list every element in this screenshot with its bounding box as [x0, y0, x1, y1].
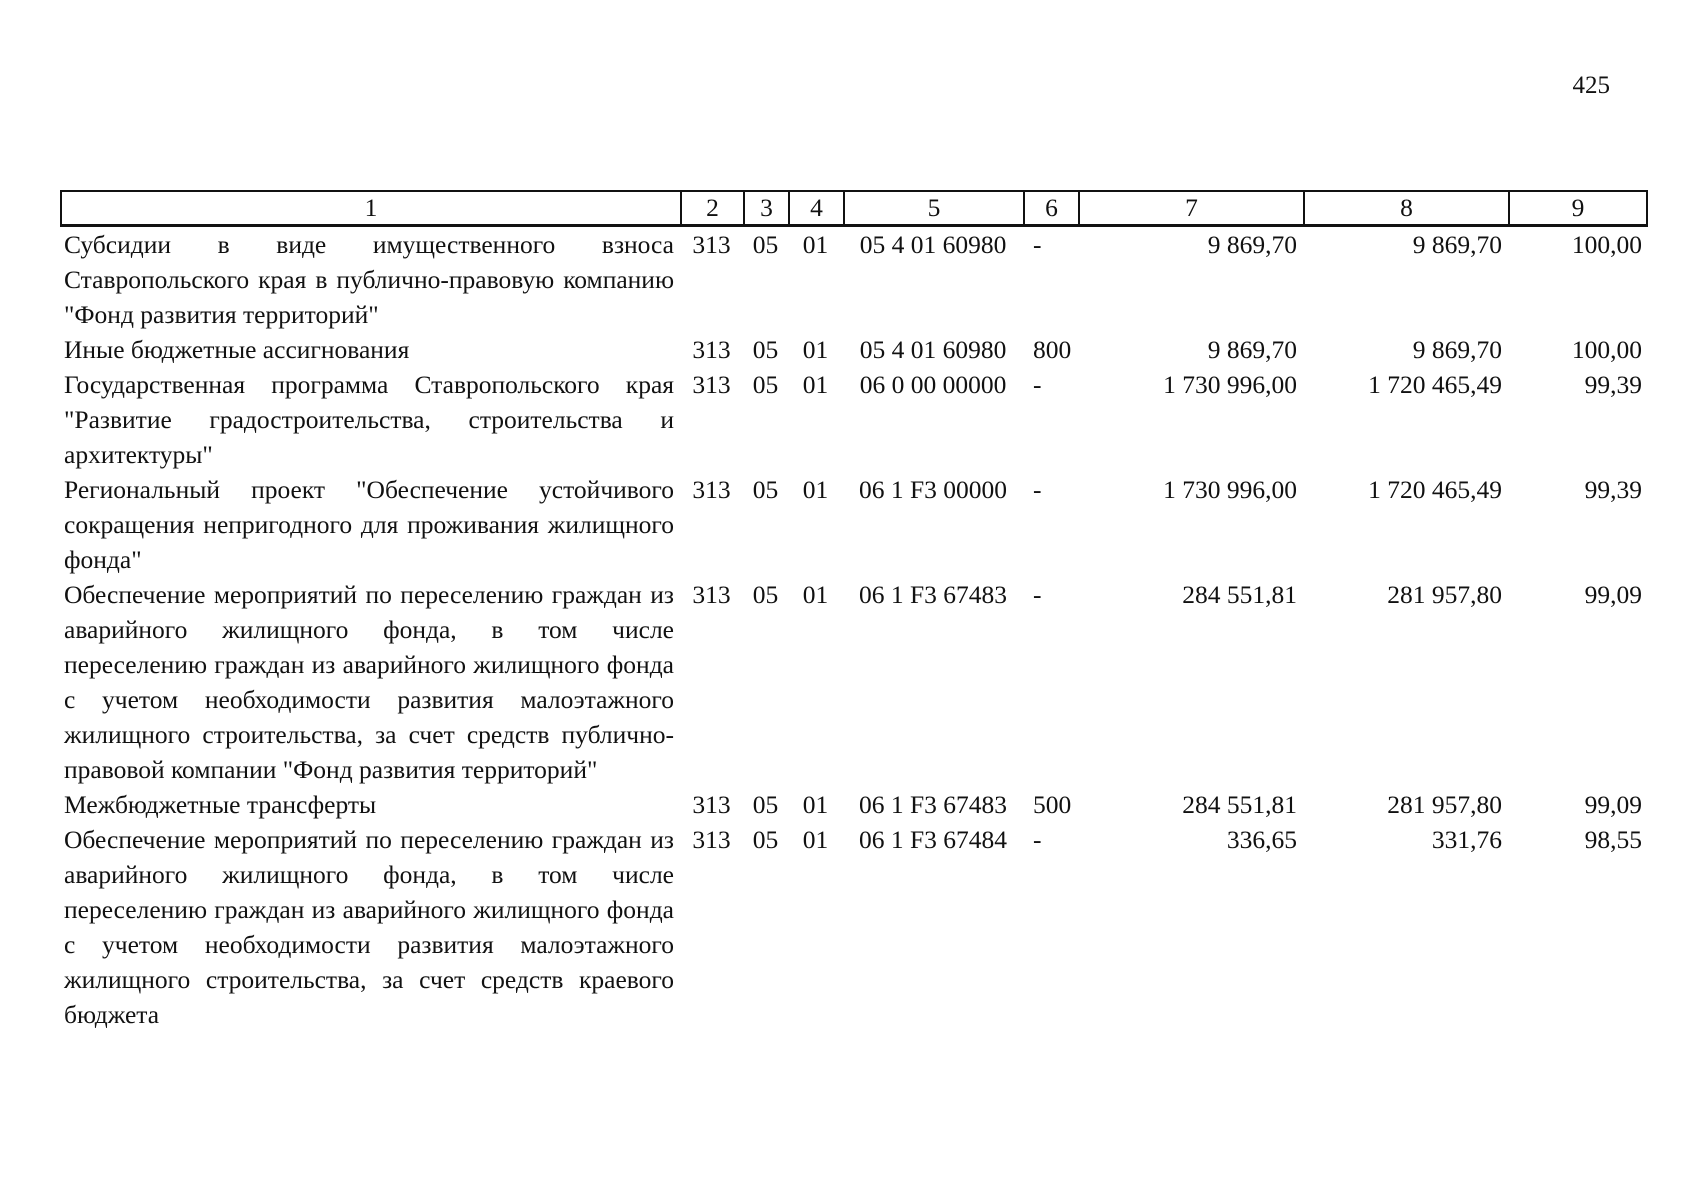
row-pct: 98,55	[1584, 825, 1642, 854]
row-rz: 05	[752, 475, 779, 504]
column-header: 2	[680, 190, 743, 227]
row-grbs: 313	[692, 370, 731, 399]
column-header: 6	[1023, 190, 1078, 227]
row-grbs: 313	[692, 230, 731, 259]
header-row	[60, 190, 1648, 227]
row-name: Иные бюджетные ассигнования	[64, 335, 410, 364]
row-vr: 500	[1033, 790, 1072, 819]
row-pct: 100,00	[1571, 335, 1642, 364]
row-fact: 281 957,80	[1387, 580, 1502, 609]
row-plan: 1 730 996,00	[1163, 475, 1297, 504]
row-fact: 1 720 465,49	[1368, 370, 1502, 399]
row-plan: 284 551,81	[1182, 580, 1297, 609]
table-row	[60, 472, 1648, 577]
row-csr: 05 4 01 60980	[859, 230, 1007, 259]
row-name: Обеспечение мероприятий по переселению граждан из аварийного жилищного фонда, в том числе переселению граждан из аварийного жилищного фонда с учетом необходимости развития малоэтажного жилищного строительства, за счет средств краевого бюджета	[64, 825, 674, 1029]
row-csr: 06 1 F3 67483	[858, 790, 1008, 819]
column-header: 7	[1078, 190, 1303, 227]
row-pr: 01	[802, 335, 829, 364]
row-grbs: 313	[692, 475, 731, 504]
column-header: 1	[60, 190, 680, 227]
row-pr: 01	[802, 825, 829, 854]
row-fact: 281 957,80	[1387, 790, 1502, 819]
row-pct: 100,00	[1571, 230, 1642, 259]
row-rz: 05	[752, 335, 779, 364]
column-header: 8	[1303, 190, 1508, 227]
row-plan: 9 869,70	[1207, 230, 1297, 259]
row-rz: 05	[752, 790, 779, 819]
row-grbs: 313	[692, 335, 731, 364]
row-csr: 06 0 00 00000	[859, 370, 1007, 399]
row-rz: 05	[752, 580, 779, 609]
row-rz: 05	[752, 370, 779, 399]
row-pct: 99,39	[1584, 370, 1642, 399]
row-fact: 331,76	[1431, 825, 1502, 854]
table-row	[60, 577, 1648, 787]
table-row	[60, 367, 1648, 472]
row-csr: 06 1 F3 67483	[858, 580, 1008, 609]
column-header: 5	[843, 190, 1023, 227]
row-name: Региональный проект "Обеспечение устойчивого сокращения непригодного для проживания жилищного фонда"	[64, 475, 674, 574]
row-vr: -	[1033, 825, 1042, 854]
row-plan: 9 869,70	[1207, 335, 1297, 364]
page-number: 425	[1572, 72, 1610, 99]
row-fact: 9 869,70	[1412, 230, 1502, 259]
row-vr: 800	[1033, 335, 1072, 364]
budget-table	[60, 190, 1648, 1032]
row-vr: -	[1033, 580, 1042, 609]
row-fact: 1 720 465,49	[1368, 475, 1502, 504]
row-grbs: 313	[692, 825, 731, 854]
row-name: Субсидии в виде имущественного взноса Ставропольского края в публично-правовую компанию "Фонд развития территорий"	[64, 230, 674, 329]
row-rz: 05	[752, 825, 779, 854]
row-csr: 05 4 01 60980	[859, 335, 1007, 364]
table-row	[60, 227, 1648, 332]
table-row	[60, 822, 1648, 1032]
row-plan: 1 730 996,00	[1163, 370, 1297, 399]
row-rz: 05	[752, 230, 779, 259]
row-pr: 01	[802, 370, 829, 399]
row-pct: 99,09	[1584, 580, 1642, 609]
row-pct: 99,39	[1584, 475, 1642, 504]
column-header: 3	[743, 190, 788, 227]
row-pct: 99,09	[1584, 790, 1642, 819]
row-name: Государственная программа Ставропольского края "Развитие градостроительства, строительства и архитектуры"	[64, 370, 674, 469]
row-grbs: 313	[692, 790, 731, 819]
column-header: 4	[788, 190, 843, 227]
row-plan: 284 551,81	[1182, 790, 1297, 819]
row-fact: 9 869,70	[1412, 335, 1502, 364]
row-pr: 01	[802, 580, 829, 609]
row-vr: -	[1033, 370, 1042, 399]
row-name: Обеспечение мероприятий по переселению граждан из аварийного жилищного фонда, в том числе переселению граждан из аварийного жилищного фонда с учетом необходимости развития малоэтажного жилищного строительства, за счет средств публично-правовой компании "Фонд развития территорий"	[64, 580, 674, 784]
row-vr: -	[1033, 475, 1042, 504]
table-row	[60, 787, 1648, 822]
table-row	[60, 332, 1648, 367]
row-csr: 06 1 F3 00000	[858, 475, 1008, 504]
row-pr: 01	[802, 230, 829, 259]
row-pr: 01	[802, 475, 829, 504]
row-name: Межбюджетные трансферты	[64, 790, 377, 819]
row-csr: 06 1 F3 67484	[858, 825, 1008, 854]
row-pr: 01	[802, 790, 829, 819]
column-header: 9	[1508, 190, 1648, 227]
row-plan: 336,65	[1226, 825, 1297, 854]
row-vr: -	[1033, 230, 1042, 259]
row-grbs: 313	[692, 580, 731, 609]
